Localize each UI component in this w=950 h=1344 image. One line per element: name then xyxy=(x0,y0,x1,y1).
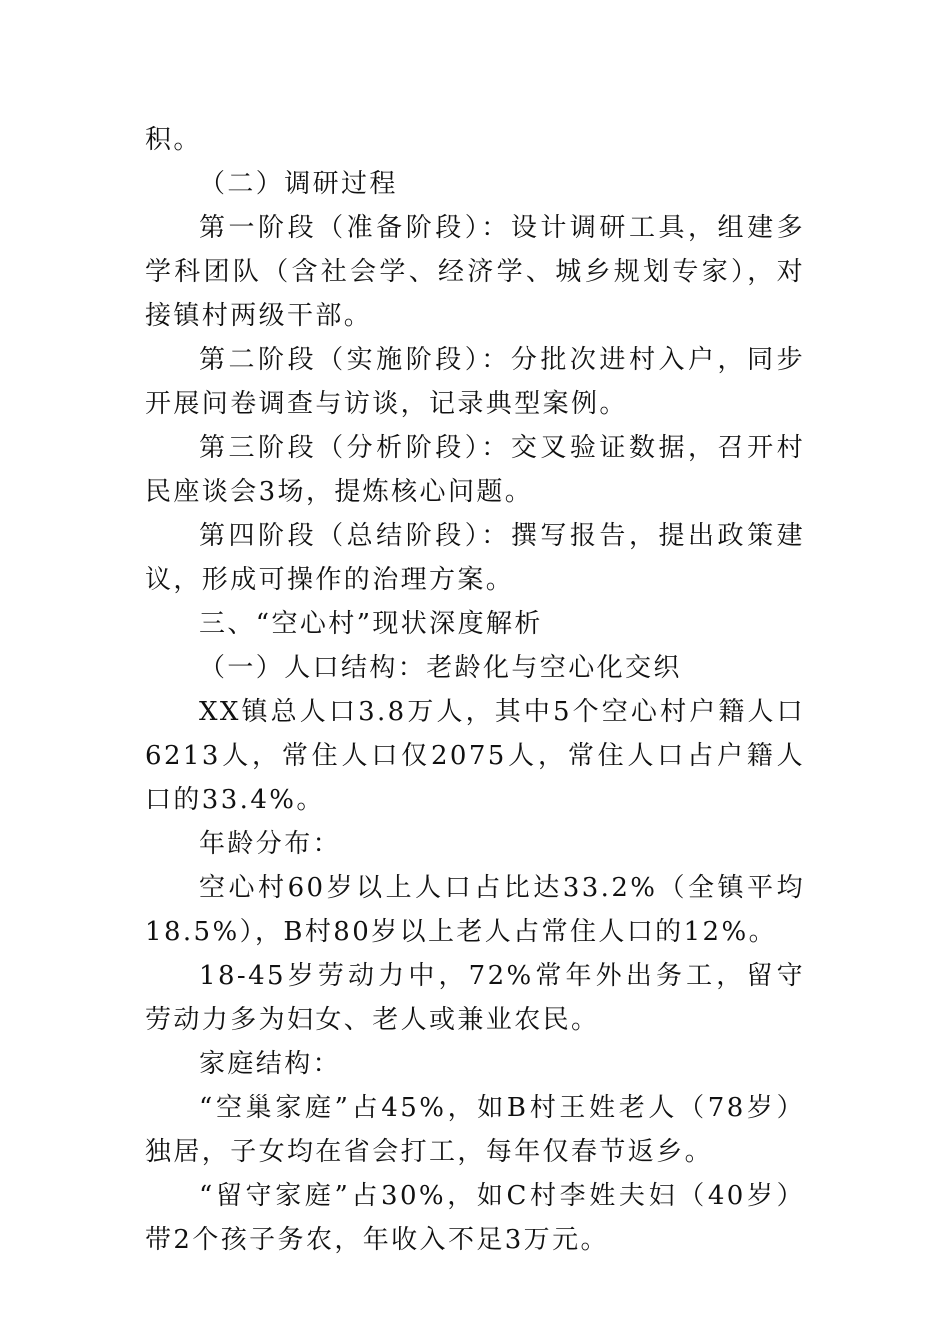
subsection-heading-population-structure: （一）人口结构：老龄化与空心化交织 xyxy=(199,653,682,683)
paragraph-elderly-ratio: 空心村60岁以上人口占比达33.2%（全镇平均18.5%），B村80岁以上老人占常住人口的12%。 xyxy=(145,873,805,947)
paragraph-continuation: 积。 xyxy=(145,125,202,155)
document-body xyxy=(145,118,805,1262)
paragraph-left-behind-family: “留守家庭”占30%，如C村李姓夫妇（40岁）带2个孩子务农，年收入不足3万元。 xyxy=(145,1181,805,1255)
section-heading-current-status: 三、“空心村”现状深度解析 xyxy=(199,609,543,639)
paragraph-labor-force: 18-45岁劳动力中，72%常年外出务工，留守劳动力多为妇女、老人或兼业农民。 xyxy=(145,961,805,1035)
paragraph-stage-three: 第三阶段（分析阶段）：交叉验证数据，召开村民座谈会3场，提炼核心问题。 xyxy=(145,433,805,507)
paragraph-population-overview: XX镇总人口3.8万人，其中5个空心村户籍人口6213人，常住人口仅2075人，常住人口占户籍人口的33.4%。 xyxy=(145,697,805,815)
paragraph-stage-one: 第一阶段（准备阶段）：设计调研工具，组建多学科团队（含社会学、经济学、城乡规划专家），对接镇村两级干部。 xyxy=(145,213,805,331)
paragraph-stage-four: 第四阶段（总结阶段）：撰写报告，提出政策建议，形成可操作的治理方案。 xyxy=(145,521,805,595)
paragraph-stage-two: 第二阶段（实施阶段）：分批次进村入户，同步开展问卷调查与访谈，记录典型案例。 xyxy=(145,345,805,419)
paragraph-empty-nest-family: “空巢家庭”占45%，如B村王姓老人（78岁）独居，子女均在省会打工，每年仅春节返乡。 xyxy=(145,1093,805,1167)
subsection-heading-research-process: （二）调研过程 xyxy=(199,169,398,199)
label-family-structure: 家庭结构： xyxy=(199,1049,342,1079)
label-age-distribution: 年龄分布： xyxy=(199,829,342,859)
